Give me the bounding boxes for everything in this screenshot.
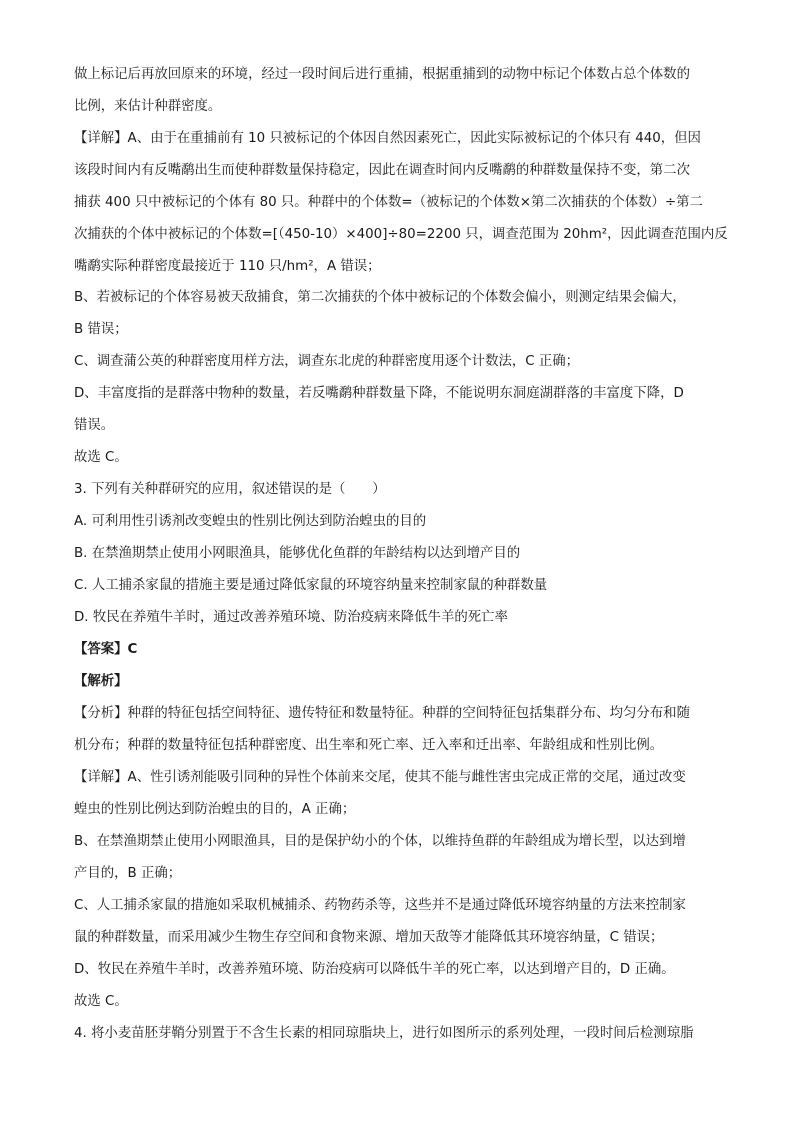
text-line: 比例，来估计种群密度。 — [74, 99, 222, 114]
text-line: C、调查蒲公英的种群密度用样方法，调查东北虎的种群密度用逐个计数法，C 正确； — [74, 354, 580, 369]
text-line: 鼠的种群数量，而采用减少生物生存空间和食物来源、增加天敌等才能降低其环境容纳量，C 错误； — [74, 930, 664, 945]
answer-heading: 【答案】C — [74, 642, 138, 657]
option-b: B. 在禁渔期禁止使用小网眼渔具，能够优化鱼群的年龄结构以达到增产目的 — [74, 546, 521, 561]
text-line: 【详解】A、由于在重捕前有 10 只被标记的个体因自然因素死亡，因此实际被标记的个体只有 440，但因 — [74, 131, 701, 146]
text-line: 【分析】种群的特征包括空间特征、遗传特征和数量特征。种群的空间特征包括集群分布、均匀分布和随 — [74, 706, 690, 721]
analysis-heading: 【解析】 — [74, 674, 128, 689]
text-line: 【详解】A、性引诱剂能吸引同种的异性个体前来交尾，使其不能与雌性害虫完成正常的交尾，通过改变 — [74, 770, 686, 785]
text-line: 故选 C。 — [74, 450, 128, 465]
text-line: 蝗虫的性别比例达到防治蝗虫的目的，A 正确； — [74, 802, 356, 817]
text-line: D、牧民在养殖牛羊时，改善养殖环境、防治疫病可以降低牛羊的死亡率，以达到增产目的，D 正确。 — [74, 962, 675, 977]
text-line: B、若被标记的个体容易被天敌捕食，第二次捕获的个体中被标记的个体数会偏小，则测定结果会偏大， — [74, 290, 686, 305]
text-line: 次捕获的个体中被标记的个体数=[（450-10）×400]÷80=2200 只，调查范围为 20hm²，因此调查范围内反 — [74, 227, 728, 242]
question-3-stem: 3. 下列有关种群研究的应用，叙述错误的是（ ） — [74, 482, 386, 497]
text-line: 做上标记后再放回原来的环境，经过一段时间后进行重捕，根据重捕到的动物中标记个体数占总个体数的 — [74, 67, 690, 82]
text-line: 故选 C。 — [74, 994, 128, 1009]
text-line: B、在禁渔期禁止使用小网眼渔具，目的是保护幼小的个体，以维持鱼群的年龄组成为增长型，以达到增 — [74, 834, 686, 849]
text-line: 该段时间内有反嘴鹬出生而使种群数量保持稳定，因此在调查时间内反嘴鹬的种群数量保持不变，第二次 — [74, 163, 690, 178]
text-line: 嘴鹬实际种群密度最接近于 110 只/hm²，A 错误； — [74, 259, 381, 274]
text-line: C、人工捕杀家鼠的措施如采取机械捕杀、药物药杀等，这些并不是通过降低环境容纳量的方法来控制家 — [74, 898, 686, 913]
text-line: B 错误； — [74, 322, 128, 337]
question-4-stem: 4. 将小麦苗胚芽鞘分别置于不含生长素的相同琼脂块上，进行如图所示的系列处理，一段时间后检测琼脂 — [74, 1026, 694, 1041]
text-line: 捕获 400 只中被标记的个体有 80 只。种群中的个体数=（被标记的个体数×第二次捕获的个体数）÷第二 — [74, 195, 703, 210]
text-line: 机分布；种群的数量特征包括种群密度、出生率和死亡率、迁入率和迁出率、年龄组成和性别比例。 — [74, 738, 664, 753]
option-a: A. 可利用性引诱剂改变蝗虫的性别比例达到防治蝗虫的目的 — [74, 514, 427, 529]
text-line: D、丰富度指的是群落中物种的数量，若反嘴鹬种群数量下降，不能说明东洞庭湖群落的丰富度下降，D — [74, 386, 684, 401]
option-c: C. 人工捕杀家鼠的措施主要是通过降低家鼠的环境容纳量来控制家鼠的种群数量 — [74, 578, 548, 593]
text-line: 产目的，B 正确； — [74, 866, 182, 881]
text-line: 错误。 — [74, 418, 115, 433]
option-d: D. 牧民在养殖牛羊时，通过改善养殖环境、防治疫病来降低牛羊的死亡率 — [74, 610, 508, 625]
